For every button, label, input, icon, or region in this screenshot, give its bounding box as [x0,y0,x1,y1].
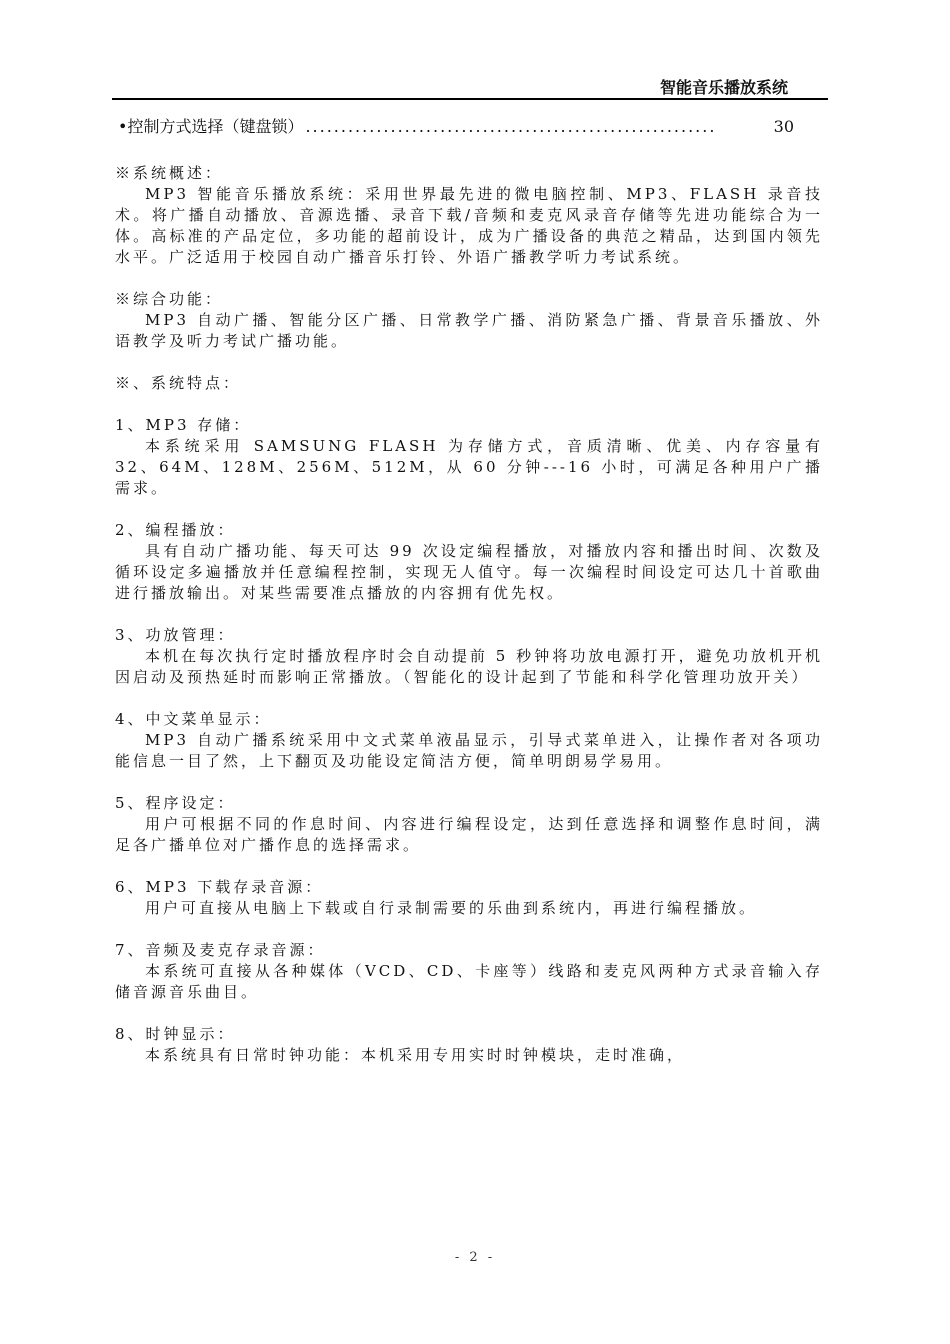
feature-heading: 6、MP3 下载存录音源： [115,878,324,896]
feature-heading: 1、MP3 存储： [115,416,252,434]
feature-programming [115,520,823,604]
section-heading: ※、系统特点： [115,374,242,392]
feature-chinese-menu [115,709,823,772]
feature-clock [115,1024,823,1066]
feature-paragraph: 用户可直接从电脑上下载或自行录制需要的乐曲到系统内，再进行编程播放。 [145,899,758,917]
section-paragraph: MP3 智能音乐播放系统：采用世界最先进的微电脑控制、MP3、FLASH 录音技术。将广播自动播放、音源选播、录音下载/音频和麦克风录音存储等先进功能综合为一体。高标准的产品定位，多功能的超前设计，成为广播设备的典范之精品，达到国内领先水平。广泛适用于校园自动广播音乐打铃、外语广播教学听力考试系统。 [115,185,823,266]
feature-mp3-storage [115,415,823,499]
feature-paragraph: MP3 自动广播系统采用中文式菜单液晶显示，引导式菜单进入，让操作者对各项功能信息一目了然，上下翻页及功能设定简洁方便，简单明朗易学易用。 [115,731,823,770]
feature-mp3-download [115,877,823,919]
toc-leader-dots: .......................................................... [305,117,717,136]
feature-heading: 7、音频及麦克存录音源： [115,941,326,959]
feature-paragraph: 本系统可直接从各种媒体（VCD、CD、卡座等）线路和麦克风两种方式录音输入存储音源音乐曲目。 [115,962,823,1001]
section-features [115,373,823,394]
section-overview [115,163,823,268]
feature-paragraph: 本机在每次执行定时播放程序时会自动提前 5 秒钟将功放电源打开，避免功放机开机因启动及预热延时而影响正常播放。（智能化的设计起到了节能和科学化管理功放开关） [115,647,823,686]
toc-entry[interactable] [118,115,794,139]
header-title: 智能音乐播放系统 [659,78,788,97]
section-heading: ※综合功能： [115,290,224,308]
feature-audio-recording [115,940,823,1003]
feature-amplifier [115,625,823,688]
feature-paragraph: 本系统采用 SAMSUNG FLASH 为存储方式，音质清晰、优美、内存容量有 32、64M、128M、256M、512M，从 60 分钟---16 小时，可满足各种用户广播需求。 [115,437,823,497]
header-rule [112,98,828,100]
page-number: - 2 - [454,1250,496,1265]
feature-program-setting [115,793,823,856]
feature-heading: 8、时钟显示： [115,1025,236,1043]
feature-heading: 3、功放管理： [115,626,236,644]
document-body [115,163,823,1066]
feature-heading: 2、编程播放： [115,521,236,539]
section-functions [115,289,823,352]
feature-paragraph: 用户可根据不同的作息时间、内容进行编程设定，达到任意选择和调整作息时间，满足各广播单位对广播作息的选择需求。 [115,815,823,854]
feature-paragraph: 具有自动广播功能、每天可达 99 次设定编程播放，对播放内容和播出时间、次数及循环设定多遍播放并任意编程控制，实现无人值守。每一次编程时间设定可达几十首歌曲进行播放输出。对某些需要准点播放的内容拥有优先权。 [115,542,823,602]
toc-entry-label: •控制方式选择（键盘锁） [118,117,304,136]
toc-entry-page: 30 [773,117,794,136]
feature-heading: 5、程序设定： [115,794,236,812]
section-heading: ※系统概述： [115,164,224,182]
feature-paragraph: 本系统具有日常时钟功能：本机采用专用实时时钟模块，走时准确， [145,1046,686,1064]
feature-heading: 4、中文菜单显示： [115,710,272,728]
section-paragraph: MP3 自动广播、智能分区广播、日常教学广播、消防紧急广播、背景音乐播放、外语教学及听力考试广播功能。 [115,311,823,350]
